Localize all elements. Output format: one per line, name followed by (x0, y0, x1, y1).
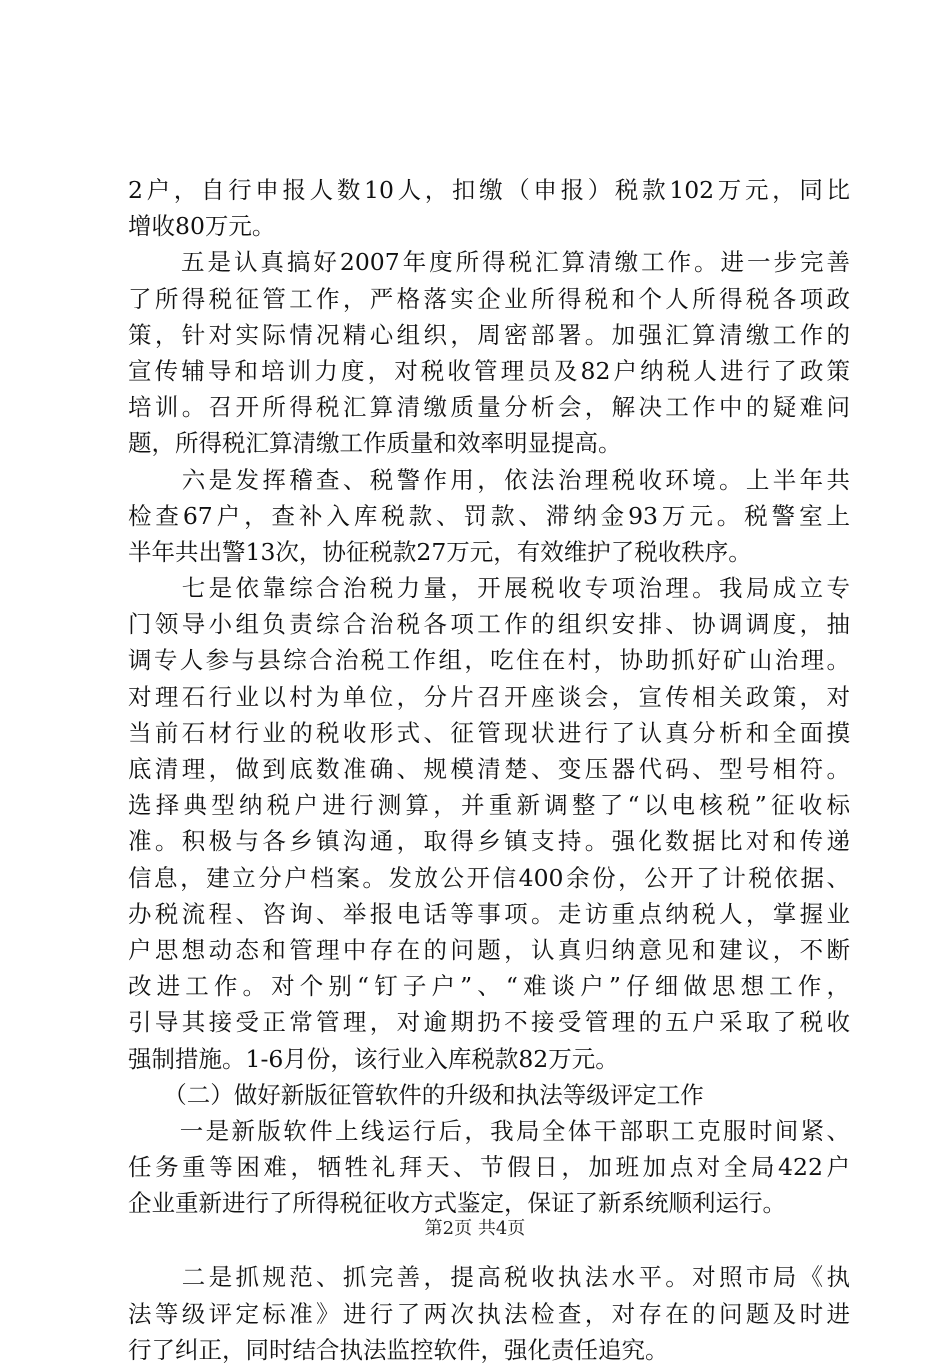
text-line: 引导其接受正常管理，对逾期扔不接受管理的五户采取了税收 (128, 1008, 850, 1037)
text-line: 办税流程、咨询、举报电话等事项。走访重点纳税人，掌握业 (128, 899, 850, 928)
text-line: 户思想动态和管理中存在的问题，认真归纳意见和建议，不断 (128, 935, 850, 964)
text-line: 宣传辅导和培训力度，对税收管理员及82户纳税人进行了政策 (128, 356, 850, 385)
text-line: 六是发挥稽查、税警作用，依法治理税收环境。上半年共 (128, 465, 850, 494)
text-line: 强制措施。1-6月份，该行业入库税款82万元。 (128, 1044, 619, 1073)
text-line: 法等级评定标准》进行了两次执法检查，对存在的问题及时进 (128, 1299, 850, 1328)
text-line: 对理石行业以村为单位，分片召开座谈会，宣传相关政策，对 (128, 682, 850, 711)
text-line: 信息，建立分户档案。发放公开信400余份，公开了计税依据、 (128, 863, 850, 892)
text-line: 七是依靠综合治税力量，开展税收专项治理。我局成立专 (128, 574, 850, 603)
text-line: 二是抓规范、抓完善，提高税收执法水平。对照市局《执 (128, 1263, 850, 1292)
text-line: 行了纠正，同时结合执法监控软件，强化责任追究。 (128, 1335, 669, 1364)
text-line: 改进工作。对个别“钉子户”、“难谈户”仔细做思想工作， (128, 972, 850, 1001)
text-line: 底清理，做到底数准确、规模清楚、变压器代码、型号相符。 (128, 755, 850, 783)
body-text (128, 172, 850, 1368)
text-line: 调专人参与县综合治税工作组，吃住在村，协助抓好矿山治理。 (128, 646, 850, 675)
page-number-footer: 第2页 共4页 (424, 1218, 526, 1239)
text-line: 任务重等困难，牺牲礼拜天、节假日，加班加点对全局422户 (128, 1153, 850, 1182)
text-line: 半年共出警13次，协征税款27万元，有效维护了税收秩序。 (128, 537, 752, 566)
text-line: 五是认真搞好2007年度所得税汇算清缴工作。进一步完善 (128, 248, 850, 277)
text-line: 企业重新进行了所得税征收方式鉴定，保证了新系统顺利运行。 (128, 1189, 786, 1218)
text-line: 一是新版软件上线运行后，我局全体干部职工克服时间紧、 (128, 1116, 850, 1145)
text-line: 准。积极与各乡镇沟通，取得乡镇支持。强化数据比对和传递 (128, 827, 850, 856)
text-line: 2户，自行申报人数10人，扣缴（申报）税款102万元，同比 (128, 176, 850, 204)
text-line: 门领导小组负责综合治税各项工作的组织安排、协调调度，抽 (128, 610, 850, 639)
text-line: 题，所得税汇算清缴工作质量和效率明显提高。 (128, 429, 622, 458)
text-line: 检查67户，查补入库税款、罚款、滞纳金93万元。税警室上 (128, 501, 850, 530)
text-line: 策，针对实际情况精心组织，周密部署。加强汇算清缴工作的 (128, 320, 850, 349)
text-line: 培训。召开所得税汇算清缴质量分析会，解决工作中的疑难问 (128, 393, 850, 422)
text-line: 选择典型纳税户进行测算，并重新调整了“以电核税”征收标 (128, 791, 850, 820)
text-line: 当前石材行业的税收形式、征管现状进行了认真分析和全面摸 (128, 718, 850, 747)
section-heading: （二）做好新版征管软件的升级和执法等级评定工作 (128, 1080, 704, 1109)
text-line: 了所得税征管工作，严格落实企业所得税和个人所得税各项政 (128, 284, 850, 313)
text-line: 增收80万元。 (128, 212, 276, 241)
